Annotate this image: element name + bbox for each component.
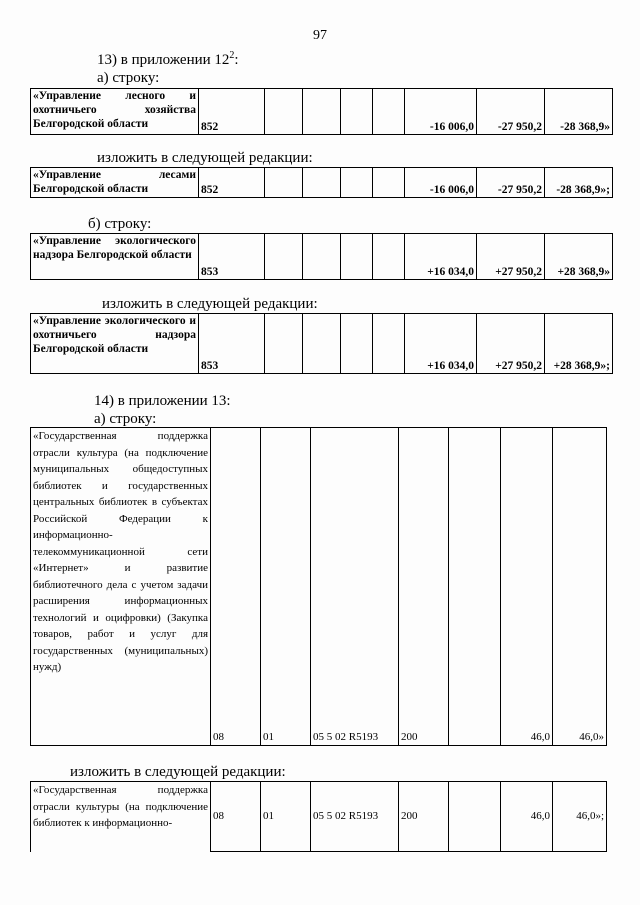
- row-code: 853: [199, 234, 265, 280]
- replace-label-3: изложить в следующей редакции:: [70, 764, 286, 780]
- replace-label-2: изложить в следующей редакции:: [102, 296, 318, 312]
- table-13a-new: [30, 167, 613, 198]
- row-section: 08: [211, 782, 261, 852]
- table-13b-new: [30, 313, 613, 374]
- row-value-2: +27 950,2: [477, 314, 545, 374]
- row-value-3: 46,0»;: [553, 782, 607, 852]
- table-14a-old: [30, 427, 607, 746]
- row-value-2: 46,0: [501, 782, 553, 852]
- row-subsection: 01: [261, 428, 311, 746]
- row-code: 853: [199, 314, 265, 374]
- row-name: «Управление экологического и охотничьего надзора Белгородской области: [31, 314, 199, 374]
- table-14a-new: [30, 781, 607, 852]
- row-value-1: [449, 782, 501, 852]
- row-code: 852: [199, 168, 265, 198]
- row-value-1: [449, 428, 501, 746]
- row-value-3: -28 368,9»;: [545, 168, 613, 198]
- table-row: [31, 314, 613, 374]
- row-name: «Государственная поддержка отрасли культуры (на подключение библиотек к информационно-: [31, 782, 211, 852]
- row-value-1: +16 034,0: [405, 234, 477, 280]
- table-row: [31, 782, 607, 852]
- row-value-3: -28 368,9»: [545, 89, 613, 135]
- section-14a-label: а) строку:: [94, 411, 157, 427]
- row-expense-type: 200: [399, 428, 449, 746]
- row-name: «Управление лесного и охотничьего хозяйства Белгородской области: [31, 89, 199, 135]
- row-value-1: -16 006,0: [405, 168, 477, 198]
- row-value-1: -16 006,0: [405, 89, 477, 135]
- table-row: [31, 428, 607, 746]
- table-row: [31, 168, 613, 198]
- section-14-heading: 14) в приложении 13:: [94, 393, 231, 409]
- section-13b-label: б) строку:: [88, 216, 152, 232]
- section-13a-label: а) строку:: [97, 70, 160, 86]
- table-row: [31, 89, 613, 135]
- row-value-3: 46,0»: [553, 428, 607, 746]
- row-target-article: 05 5 02 R5193: [311, 428, 399, 746]
- row-value-3: +28 368,9»: [545, 234, 613, 280]
- table-13b-old: [30, 233, 613, 280]
- page-number: 97: [313, 28, 327, 43]
- row-subsection: 01: [261, 782, 311, 852]
- section-13-heading: 13) в приложении $12^2$:: [97, 50, 239, 68]
- row-name: «Управление экологического надзора Белгородской области: [31, 234, 199, 280]
- table-13a-old: [30, 88, 613, 135]
- row-expense-type: 200: [399, 782, 449, 852]
- replace-label-1: изложить в следующей редакции:: [97, 150, 313, 166]
- row-value-2: -27 950,2: [477, 168, 545, 198]
- row-value-2: +27 950,2: [477, 234, 545, 280]
- row-value-3: +28 368,9»;: [545, 314, 613, 374]
- row-value-1: +16 034,0: [405, 314, 477, 374]
- table-row: [31, 234, 613, 280]
- row-target-article: 05 5 02 R5193: [311, 782, 399, 852]
- row-value-2: 46,0: [501, 428, 553, 746]
- row-code: 852: [199, 89, 265, 135]
- row-section: 08: [211, 428, 261, 746]
- row-value-2: -27 950,2: [477, 89, 545, 135]
- row-name: «Управление лесами Белгородской области: [31, 168, 199, 198]
- row-name: «Государственная поддержка отрасли культура (на подключение муниципальных общедоступных библиотек и государственных центральных библиотек в субъектах Российской Федерации к информационно-телекоммуникационной сети «Интернет» и развитие библиотечного дела с учетом задачи расширения информационных технологий и оцифровки) (Закупка товаров, работ и услуг для государственных (муниципальных) нужд): [31, 428, 211, 746]
